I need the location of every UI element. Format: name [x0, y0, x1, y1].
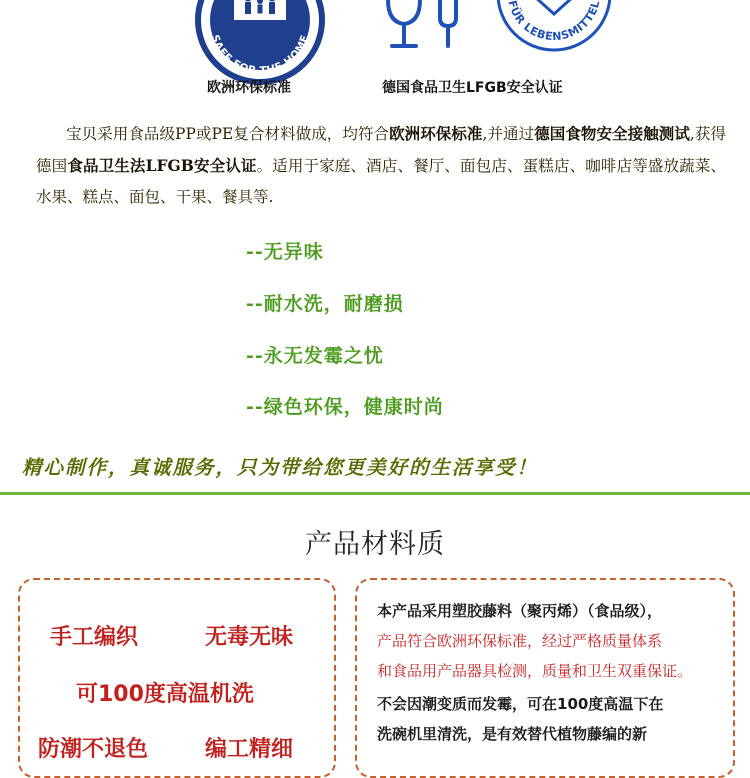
cert-caption-lfgb: 德国食品卫生LFGB安全认证	[382, 80, 563, 96]
tag-moisture-proof: 防潮不退色	[38, 737, 149, 762]
section-divider	[0, 492, 750, 495]
feature-no-mold: --永无发霉之忧	[246, 345, 384, 367]
tag-handmade: 手工编织	[50, 625, 139, 650]
intro-bold-lfgb: 食品卫生法LFGB安全认证	[67, 156, 257, 175]
feature-eco: --绿色环保，健康时尚	[246, 396, 444, 418]
feature-washable: --耐水洗，耐磨损	[246, 293, 404, 315]
cert-caption-eu: 欧洲环保标准	[207, 80, 291, 96]
slogan: 精心制作，真诚服务，只为带给您更美好的生活享受！	[22, 456, 539, 479]
feature-no-odor: --无异味	[246, 241, 324, 263]
glass-fork-icon	[388, 0, 456, 46]
tag-fine-weaving: 编工精细	[205, 737, 294, 762]
badge-arc-text: SAFE FOR THE HOME	[208, 33, 312, 78]
desc-line-1: 本产品采用塑胶藤料（聚丙烯）（食品级），	[377, 602, 663, 620]
desc-line-4: 不会因潮变质而发霉，可在100度高温下在	[377, 695, 664, 713]
stamp-arc-text: FÜR LEBENSMITTEL	[505, 0, 603, 44]
intro-text-1: 宝贝采用食品级PP或PE复合材料做成，均符合	[66, 125, 390, 143]
desc-line-2: 产品符合欧洲环保标准，经过严格质量体系	[377, 632, 663, 650]
section-title: 产品材料质	[305, 529, 445, 560]
intro-bold-test: 德国食物安全接触测试	[534, 124, 690, 143]
safe-for-home-badge	[190, 0, 330, 78]
desc-line-3: 和食品用产品器具检测，质量和卫生双重保证。	[377, 662, 693, 680]
lfgb-logo	[382, 0, 622, 70]
intro-text-3: ,获得德国	[36, 125, 726, 175]
intro-bold-eu: 欧洲环保标准	[389, 124, 483, 143]
family-house-icon	[230, 0, 290, 20]
intro-text-2: ,并通过	[482, 125, 535, 143]
desc-line-5: 洗碗机里清洗，是有效替代植物藤编的新	[377, 725, 648, 743]
intro-paragraph	[36, 118, 726, 213]
tag-high-temp: 可100度高温机洗	[76, 682, 254, 707]
intro-text-4: 。适用于家庭、酒店、餐厅、面包店、蛋糕店、咖啡店等盛放蔬菜、水果、糕点、面包、干果、餐具等.	[36, 157, 726, 206]
tag-nontoxic: 无毒无味	[205, 625, 294, 650]
